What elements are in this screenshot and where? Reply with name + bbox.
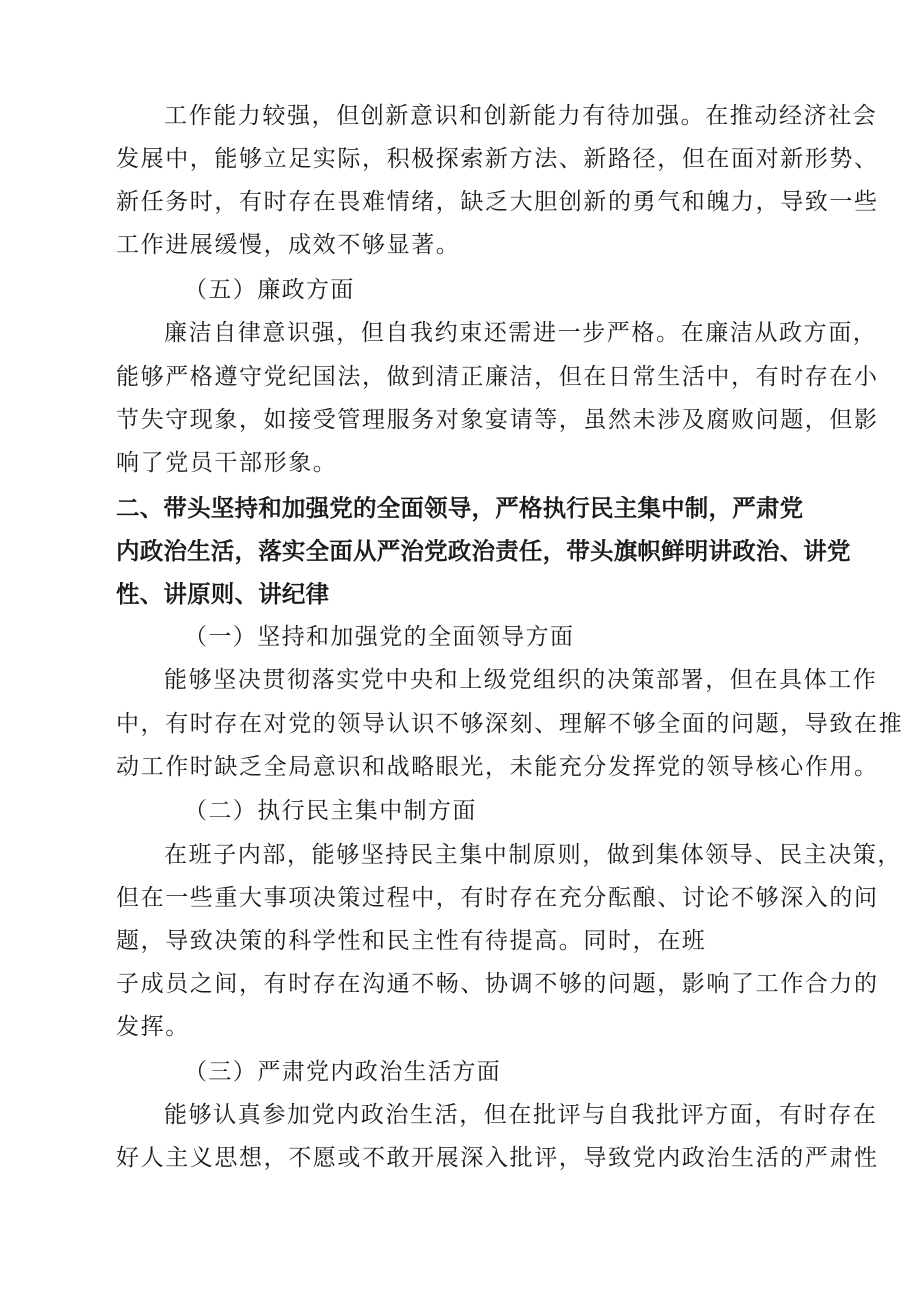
para-democratic-line-1: 在班子内部，能够坚持民主集中制原则，做到集体领导、民主决策， bbox=[164, 842, 902, 868]
sub-1-heading: （一）坚持和加强党的全面领导方面 bbox=[184, 624, 575, 650]
para-innovation-line-4: 工作进展缓慢，成效不够显著。 bbox=[116, 232, 461, 258]
para-democratic-line-2: 但在一些重大事项决策过程中，有时存在充分酝酿、讨论不够深入的问 bbox=[116, 885, 879, 911]
para-integrity-line-4: 响了党员干部形象。 bbox=[116, 450, 338, 476]
para-integrity-line-1: 廉洁自律意识强，但自我约束还需进一步严格。在廉洁从政方面， bbox=[164, 320, 878, 346]
section-5-heading: （五）廉政方面 bbox=[184, 277, 355, 303]
para-leadership-line-2: 中，有时存在对党的领导认识不够深刻、理解不够全面的问题，导致在推 bbox=[116, 711, 904, 737]
para-democratic-line-3: 题，导致决策的科学性和民主性有待提高。同时，在班 bbox=[116, 928, 707, 954]
para-democratic-line-4: 子成员之间，有时存在沟通不畅、协调不够的问题，影响了工作合力的 bbox=[116, 971, 879, 997]
part-2-heading-line-2: 内政治生活，落实全面从严治党政治责任，带头旗帜鲜明讲政治、讲党 bbox=[116, 537, 851, 565]
part-2-heading-line-3: 性、讲原则、讲纪律 bbox=[116, 580, 330, 608]
sub-2-heading: （二）执行民主集中制方面 bbox=[184, 798, 477, 824]
para-innovation-line-1: 工作能力较强，但创新意识和创新能力有待加强。在推动经济社会 bbox=[164, 103, 878, 129]
para-innovation-line-2: 发展中，能够立足实际，积极探索新方法、新路径，但在面对新形势、 bbox=[116, 146, 879, 172]
para-political-life-line-2: 好人主义思想，不愿或不敢开展深入批评，导致党内政治生活的严肃性 bbox=[116, 1145, 879, 1171]
para-integrity-line-2: 能够严格遵守党纪国法，做到清正廉洁，但在日常生活中，有时存在小 bbox=[116, 364, 879, 390]
sub-3-heading: （三）严肃党内政治生活方面 bbox=[184, 1059, 502, 1085]
para-political-life-line-1: 能够认真参加党内政治生活，但在批评与自我批评方面，有时存在 bbox=[164, 1102, 878, 1128]
para-integrity-line-3: 节失守现象，如接受管理服务对象宴请等，虽然未涉及腐败问题，但影 bbox=[116, 407, 879, 433]
para-democratic-line-5: 发挥。 bbox=[116, 1014, 190, 1040]
para-leadership-line-1: 能够坚决贯彻落实党中央和上级党组织的决策部署，但在具体工作 bbox=[164, 667, 878, 693]
part-2-heading-line-1: 二、带头坚持和加强党的全面领导，严格执行民主集中制，严肃党 bbox=[116, 494, 804, 522]
para-leadership-line-3: 动工作时缺乏全局意识和战略眼光，未能充分发挥党的领导核心作用。 bbox=[116, 754, 879, 780]
para-innovation-line-3: 新任务时，有时存在畏难情绪，缺乏大胆创新的勇气和魄力，导致一些 bbox=[116, 189, 879, 215]
